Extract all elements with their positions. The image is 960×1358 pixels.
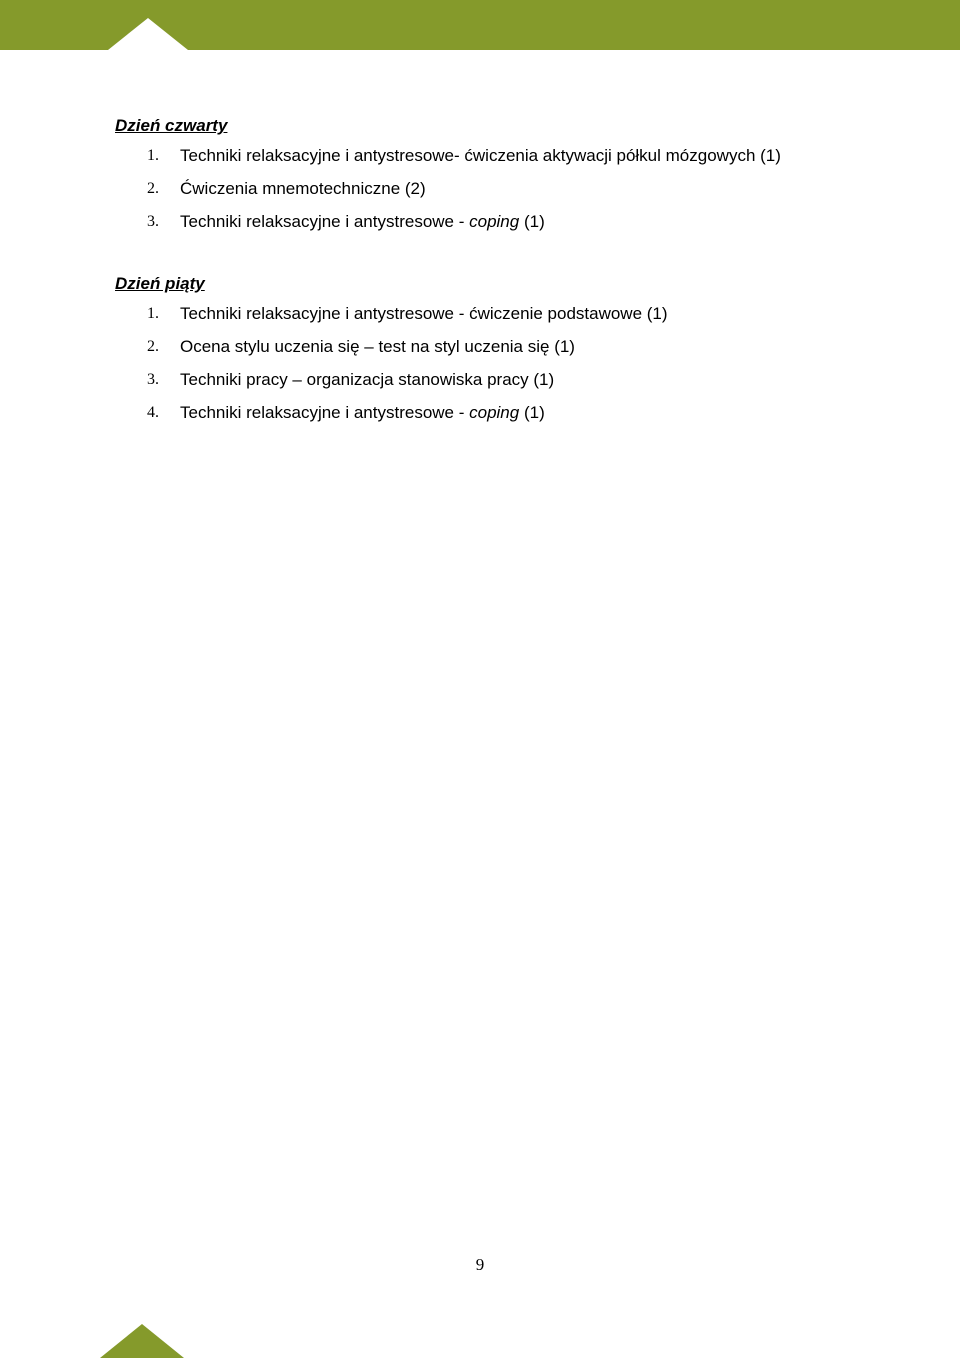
list-item-text: Techniki relaksacyjne i antystresowe- ćwiczenia aktywacji półkul mózgowych (1) [180, 146, 781, 165]
list-item [115, 297, 875, 330]
list-item-text-suffix: (1) [519, 212, 545, 231]
list-item-number: 1. [147, 147, 159, 164]
page-number: 9 [475, 1255, 485, 1274]
footer-triangle-shape [0, 1318, 960, 1358]
list-item-number: 1. [147, 305, 159, 322]
list-item [115, 363, 875, 396]
section-day-four [115, 113, 875, 238]
list-item-text: Ocena stylu uczenia się – test na styl uczenia się (1) [180, 337, 575, 356]
list-item-text: Ćwiczenia mnemotechniczne (2) [180, 179, 426, 198]
list-item-text: Techniki pracy – organizacja stanowiska pracy (1) [180, 370, 555, 389]
header-notch-shape [0, 0, 960, 50]
list-item-text-italic: coping [469, 403, 520, 422]
list-item-text [180, 396, 545, 429]
section-day-five [115, 271, 875, 429]
list-item [115, 396, 875, 429]
list-item-text-suffix: (1) [519, 403, 545, 422]
list-item-number: 2. [147, 180, 159, 197]
list-item-number: 2. [147, 338, 159, 355]
list-item [115, 172, 875, 205]
list-item-text-italic: coping [469, 212, 520, 231]
list-item [115, 205, 875, 238]
list-item-text [180, 205, 545, 238]
document-body [115, 113, 875, 462]
list-item-number: 4. [147, 404, 159, 421]
list-item-number: 3. [147, 371, 159, 388]
list-item [115, 330, 875, 363]
list-item-text-main: Techniki relaksacyjne i antystresowe - [180, 212, 470, 231]
section-title: Dzień czwarty [115, 116, 228, 135]
list-item-text-main: Techniki relaksacyjne i antystresowe - [180, 403, 470, 422]
list-item [115, 139, 875, 172]
list-item-number: 3. [147, 213, 159, 230]
section-title: Dzień piąty [115, 274, 205, 293]
list-item-text: Techniki relaksacyjne i antystresowe - ćwiczenie podstawowe (1) [180, 304, 668, 323]
